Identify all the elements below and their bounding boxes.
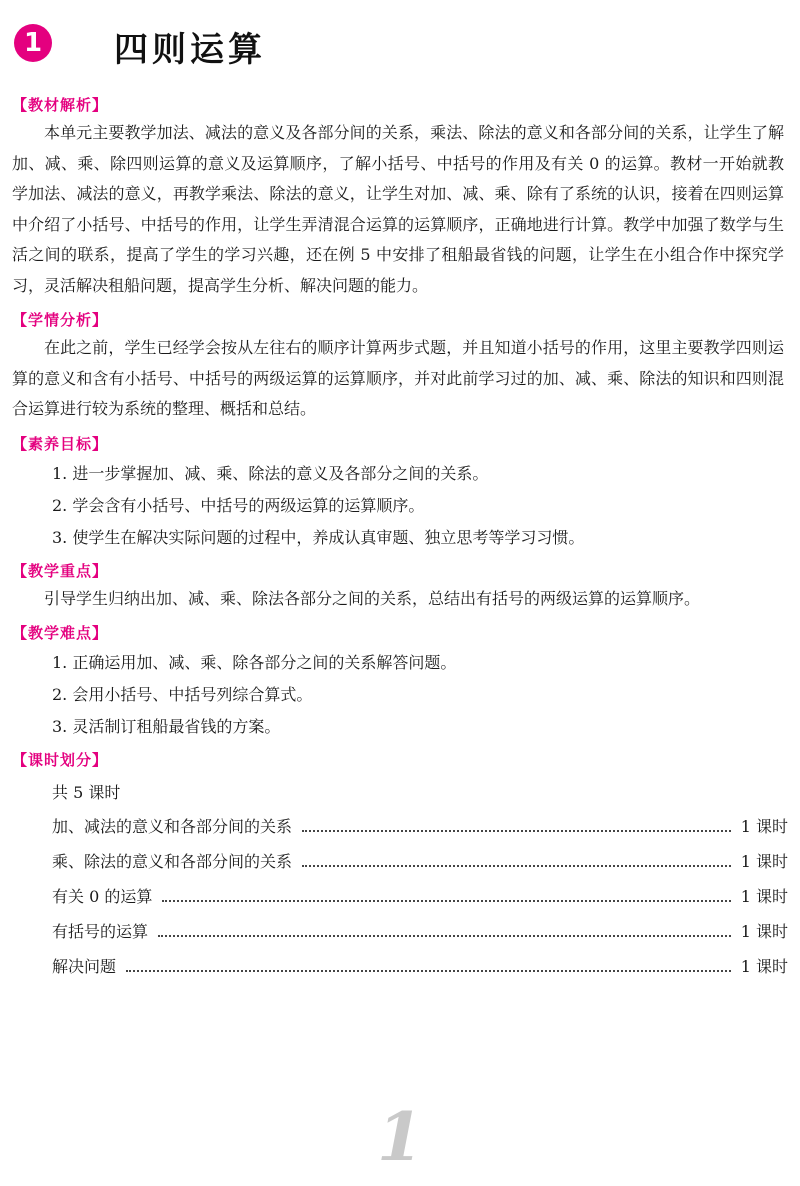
- schedule-lesson-hours: 1 课时: [740, 817, 788, 836]
- leader-dots: [302, 865, 731, 867]
- schedule-row: [52, 955, 788, 979]
- schedule-lesson-name: 解决问题: [52, 957, 117, 976]
- key-points-paragraph: 引导学生归纳出加、减、乘、除法各部分之间的关系，总结出有括号的两级运算的运算顺序。: [44, 588, 701, 608]
- goal-item: 3. 使学生在解决实际问题的过程中，养成认真审题、独立思考等学习习惯。: [52, 527, 585, 547]
- section-heading-analysis: 【教材解析】: [12, 96, 109, 114]
- schedule-lesson-name: 乘、除法的意义和各部分间的关系: [52, 852, 293, 871]
- difficulty-item: 2. 会用小括号、中括号列综合算式。: [52, 685, 313, 704]
- section-heading-goals: 【素养目标】: [12, 434, 109, 453]
- schedule-lesson-hours: 1 课时: [740, 852, 788, 871]
- page-content: [12, 92, 788, 990]
- goal-item: 1. 进一步掌握加、减、乘、除法的意义及各部分之间的关系。: [52, 463, 489, 483]
- schedule-lesson-name: 有括号的运算: [52, 922, 149, 941]
- unit-header: [14, 18, 266, 70]
- difficulty-item: 3. 灵活制订租船最省钱的方案。: [52, 717, 281, 736]
- section-heading-students: 【学情分析】: [12, 311, 109, 329]
- students-paragraph: 在此之前，学生已经学会按从左往右的顺序计算两步式题，并且知道小括号的作用，这里主要教学四则运算的意义和含有小括号、中括号的两级运算的运算顺序，并对此前学习过的加、减、乘、除法的知识和四则混合运算进行较为系统的整理、概括和总结。: [12, 338, 784, 418]
- section-heading-schedule: 【课时划分】: [12, 751, 109, 769]
- schedule-row: [52, 885, 788, 909]
- page-number: 1: [377, 1098, 423, 1176]
- section-heading-key-points: 【教学重点】: [12, 561, 109, 580]
- goal-item: 2. 学会含有小括号、中括号的两级运算的运算顺序。: [52, 495, 425, 515]
- unit-number-badge: 1: [14, 24, 52, 62]
- schedule-lesson-name: 有关 0 的运算: [52, 887, 153, 906]
- leader-dots: [162, 900, 730, 902]
- leader-dots: [158, 935, 731, 937]
- schedule-lesson-name: 加、减法的意义和各部分间的关系: [52, 817, 293, 836]
- schedule-row: [52, 815, 788, 839]
- section-heading-difficulties: 【教学难点】: [12, 624, 109, 642]
- analysis-paragraph: 本单元主要教学加法、减法的意义及各部分间的关系，乘法、除法的意义和各部分间的关系，让学生了解加、减、乘、除四则运算的意义及运算顺序，了解小括号、中括号的作用及有关 0 的运算。教材一开始就教学加法、减法的意义，再教学乘法、除法的意义，让学生对加、减、乘、除有了系统的认识，接着在四则运算中介绍了小括号、中括号的作用，让学生弄清混合运算的运算顺序，正确地进行计算。教学中加强了数学与生活之间的联系，提高了学生的学习兴趣，还在例 5 中安排了租船最省钱的问题，让学生在小组合作中探究学习，灵活解决租船问题，提高学生分析、解决问题的能力。: [12, 123, 784, 295]
- schedule-total: 共 5 课时: [52, 783, 121, 802]
- schedule-lesson-hours: 1 课时: [740, 922, 788, 941]
- unit-title: 四则运算: [114, 30, 266, 70]
- schedule-lesson-hours: 1 课时: [740, 887, 788, 906]
- difficulty-item: 1. 正确运用加、减、乘、除各部分之间的关系解答问题。: [52, 653, 457, 672]
- schedule-row: [52, 920, 788, 944]
- leader-dots: [126, 970, 731, 972]
- leader-dots: [302, 830, 731, 832]
- schedule-lesson-hours: 1 课时: [740, 957, 788, 976]
- schedule-row: [52, 850, 788, 874]
